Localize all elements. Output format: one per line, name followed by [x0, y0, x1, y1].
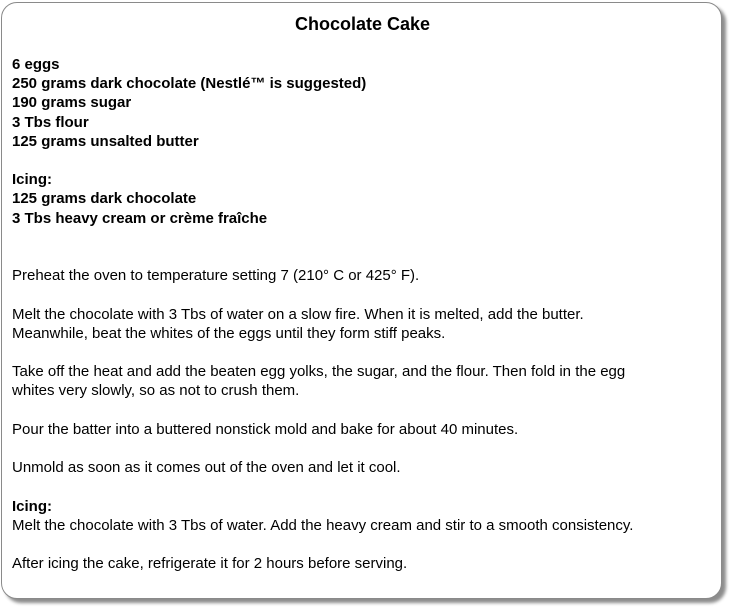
- icing-ingredient-item: 125 grams dark chocolate: [12, 190, 197, 208]
- recipe-body: [12, 55, 712, 573]
- ingredient-item: 6 eggs: [12, 56, 60, 73]
- spacer: [12, 343, 712, 362]
- spacer: [12, 401, 712, 420]
- spacer: [12, 535, 712, 554]
- spacer: [12, 247, 712, 266]
- spacer: [12, 285, 712, 304]
- ingredient-item: 250 grams dark chocolate (Nestlé™ is suggested): [12, 75, 367, 93]
- step-preheat: Preheat the oven to temperature setting 7 (210° C or 425° F).: [12, 267, 420, 285]
- step-fold-line-2: whites very slowly, so as not to crush them.: [12, 382, 300, 400]
- ingredient-item: 190 grams sugar: [12, 94, 132, 112]
- step-fold-line-1: Take off the heat and add the beaten egg yolks, the sugar, and the flour. Then fold in the egg: [12, 363, 626, 381]
- spacer: [12, 228, 712, 247]
- step-unmold: Unmold as soon as it comes out of the oven and let it cool.: [12, 459, 401, 477]
- icing-instructions-heading: Icing:: [12, 497, 52, 515]
- recipe-card: [1, 2, 722, 599]
- spacer: [12, 439, 712, 458]
- ingredient-item: 3 Tbs flour: [12, 113, 89, 131]
- step-melt-line-2: Meanwhile, beat the whites of the eggs until they form stiff peaks.: [12, 324, 446, 342]
- icing-ingredient-item: 3 Tbs heavy cream or crème fraîche: [12, 209, 268, 227]
- step-icing: Melt the chocolate with 3 Tbs of water. Add the heavy cream and stir to a smooth consistency.: [12, 516, 634, 534]
- recipe-title: Chocolate Cake: [294, 14, 431, 34]
- ingredient-item: 125 grams unsalted butter: [12, 132, 199, 150]
- step-bake: Pour the batter into a buttered nonstick mold and bake for about 40 minutes.: [12, 420, 519, 438]
- icing-ingredients-heading: Icing:: [12, 171, 52, 189]
- spacer: [12, 477, 712, 496]
- spacer: [12, 151, 712, 170]
- step-melt-line-1: Melt the chocolate with 3 Tbs of water on a slow fire. When it is melted, add the butter.: [12, 305, 584, 323]
- step-serving: After icing the cake, refrigerate it for 2 hours before serving.: [12, 555, 408, 573]
